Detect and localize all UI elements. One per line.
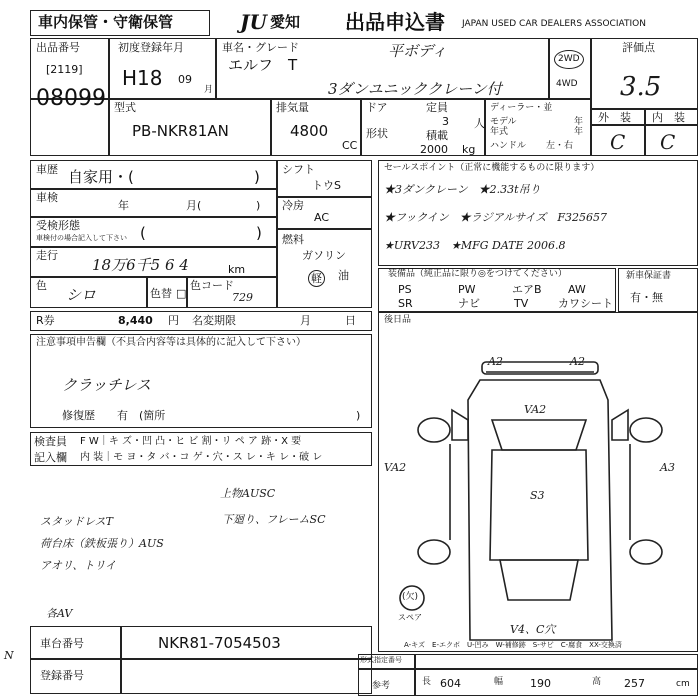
chassis-label: 車台番号: [40, 637, 84, 650]
exterior-grade: C: [610, 130, 626, 154]
height-value: 257: [624, 677, 645, 690]
damage-v4c: V4、C穴: [510, 623, 556, 636]
shift-value: トウS: [312, 179, 341, 192]
displacement-unit: CC: [342, 139, 358, 152]
length-label: 長: [422, 677, 432, 687]
remark-2: 下廻り、フレームSC: [222, 513, 326, 526]
sales-point-1: ★3ダンクレーン ★2.33t吊り: [384, 183, 541, 196]
equip-sr: SR: [398, 297, 413, 310]
notes-label: 注意事項申告欄（不具合内容等は具体的に記入して下さい）: [36, 337, 306, 348]
history-value: 自家用・(: [68, 168, 134, 186]
equip-leather: カワシート: [558, 297, 613, 310]
capacity-unit: 人: [474, 117, 485, 130]
chassis-value: NKR81-7054503: [158, 634, 281, 652]
color-code-label: 色コード: [190, 279, 234, 292]
reception-sub: 車検付の場合記入して下さい: [36, 234, 127, 242]
rating-label: 評価点: [622, 41, 655, 54]
new-car-warranty-value: 有・無: [630, 291, 663, 304]
rating-value: 3.5: [620, 72, 662, 102]
inspection-close: ): [256, 199, 261, 212]
english-title: JAPAN USED CAR DEALERS ASSOCIATION: [462, 19, 646, 29]
fuel-value: ガソリン: [302, 249, 346, 262]
load-label: 積載: [426, 129, 448, 142]
equip-airbag: エアB: [512, 283, 542, 296]
sales-points-label: セールスポイント（正常に機能するものに限ります）: [384, 163, 600, 173]
mileage-unit: km: [228, 263, 246, 276]
storage-label: 車内保管・守衛保管: [38, 13, 174, 31]
dealer-model-label: モデル: [490, 117, 517, 127]
color-code-value: 729: [232, 291, 253, 304]
reception-close: ): [256, 224, 262, 242]
expiry-label: 名変期限: [192, 314, 236, 327]
dims-label: 形式指定番号: [360, 656, 402, 664]
damage-va2-top: VA2: [524, 403, 547, 416]
remark-3: スタッドレスT: [40, 515, 114, 528]
displacement-label: 排気量: [276, 101, 309, 114]
color-swap-box[interactable]: □: [176, 287, 187, 300]
dims-unit: cm: [676, 679, 690, 689]
recycle-unit: 円: [168, 314, 179, 327]
model-grade: 平ボディ: [388, 42, 447, 60]
dims-box: [358, 654, 698, 696]
history-close: ): [254, 168, 260, 186]
equip-aw: AW: [568, 283, 586, 296]
damage-legend: A-キズ E-エクボ U-凹み W-補修跡 S-サビ C-腐食 XX-交換済: [404, 641, 622, 649]
ju-logo: JU: [240, 10, 267, 34]
width-label: 幅: [494, 677, 504, 687]
drive-2wd: 2WD: [554, 50, 584, 69]
damage-a2-left: A2: [488, 355, 503, 368]
color-label: 色: [36, 279, 47, 292]
inspector-label: 検査員: [34, 435, 67, 448]
org-name: 愛知: [270, 13, 301, 31]
damage-va2-left: VA2: [384, 461, 407, 474]
capacity-value: 3: [442, 115, 449, 128]
reg-month-unit: 月: [204, 85, 214, 95]
sales-point-3: ★URV233 ★MFG DATE 2006.8: [384, 239, 566, 252]
drive-4wd: 4WD: [556, 79, 578, 89]
doors-label: ドア: [366, 101, 388, 114]
aircon-value: AC: [314, 211, 330, 224]
color-value: シロ: [66, 286, 97, 304]
load-unit: kg: [462, 143, 476, 156]
type-label: 型式: [114, 101, 136, 114]
length-value: 604: [440, 677, 461, 690]
dealer-year-mark-2: 年: [574, 127, 584, 137]
dealer-label: ディーラー・並: [490, 103, 553, 113]
new-car-warranty-label: 新車保証書: [626, 271, 672, 281]
damage-a3-right: A3: [660, 461, 675, 474]
entry-label: 記入欄: [34, 451, 67, 464]
lot-label: 出品番号: [36, 41, 80, 54]
recycle-value: 8,440: [118, 314, 153, 327]
sales-point-2: ★フックイン ★ラジアルサイズ F325657: [384, 211, 607, 224]
reg-month: 09: [178, 73, 192, 86]
registration-label: 登録番号: [40, 669, 84, 682]
stray-mark: N: [4, 649, 14, 662]
equip-ps: PS: [398, 283, 412, 296]
handle-label: ハンドル: [490, 141, 527, 151]
mileage-label: 走行: [36, 249, 58, 262]
repair-history-label: 修復歴 有 (箇所: [62, 409, 166, 422]
shape-label: 形状: [366, 127, 388, 140]
interior-label: 内 装: [652, 111, 685, 124]
dims-sub: 参考: [372, 681, 391, 691]
dealer-year-mark-1: 年: [574, 117, 584, 127]
expiry-unit: 月日: [300, 314, 390, 327]
shift-label: シフト: [282, 163, 315, 176]
inspection-label: 車検: [36, 191, 58, 204]
reg-era: H18: [122, 66, 163, 90]
equip-tv: TV: [514, 297, 529, 310]
fuel-mark: 軽: [308, 270, 325, 287]
height-label: 高: [592, 677, 602, 687]
inspection-year: 年: [118, 199, 129, 212]
handle-value: 左・右: [546, 141, 574, 151]
remark-6: 各AV: [46, 607, 73, 620]
lot-bracket: [2119]: [46, 63, 83, 76]
spare-label: スペア: [398, 613, 422, 622]
damage-a2-right: A2: [570, 355, 585, 368]
repair-row-1: F W｜キ ズ・凹 凸・ヒ ビ 割・リ ペ ア 跡・X 要: [80, 436, 302, 447]
reception-open: (: [140, 224, 146, 242]
repair-row-2: 内 装｜モ ヨ・タ バ・コ ゲ・穴・ス レ・キ レ・破 レ: [80, 452, 323, 463]
width-value: 190: [530, 677, 551, 690]
displacement-value: 4800: [290, 122, 329, 140]
equip-navi: ナビ: [458, 297, 480, 310]
model-name: エルフ T: [228, 56, 298, 74]
history-label: 車歴: [36, 163, 58, 176]
model-label: 車名・グレード: [222, 41, 299, 54]
repair-history-close: ): [356, 409, 361, 422]
reception-label: 受検形態: [36, 219, 80, 232]
notes-text: クラッチレス: [62, 376, 151, 394]
interior-grade: C: [660, 130, 676, 154]
remark-1: 上物AUSC: [220, 487, 276, 500]
remark-4: 荷台床（鉄板張り）AUS: [40, 537, 164, 550]
fuel-label: 燃料: [282, 233, 304, 246]
reg-label: 初度登録年月: [118, 41, 184, 54]
damage-s3: S3: [530, 489, 545, 502]
recycle-label: R券: [36, 314, 55, 327]
load-value: 2000: [420, 143, 448, 156]
form-title: 出品申込書: [345, 10, 445, 34]
spare-code: (欠): [402, 592, 419, 602]
diagram-label: 後日品: [384, 315, 412, 325]
lot-number: 08099: [36, 86, 106, 111]
fuel-option: 油: [338, 269, 349, 282]
capacity-label: 定員: [426, 101, 448, 114]
mileage-value: 18万6千5 6 4: [92, 256, 189, 274]
type-value: PB-NKR81AN: [132, 122, 229, 140]
remark-5: アオリ、トリイ: [40, 559, 117, 572]
aircon-label: 冷房: [282, 199, 304, 212]
dealer-year-label: 年式: [490, 127, 509, 137]
equip-pw: PW: [458, 283, 476, 296]
equipment-label: 装備品（純正品に限り◎をつけてください）: [388, 269, 567, 279]
model-note: 3ダンユニッククレーン付: [328, 80, 502, 98]
inspection-month: 月(: [186, 199, 202, 212]
color-swap-label: 色替: [150, 287, 172, 300]
exterior-label: 外 装: [598, 111, 631, 124]
